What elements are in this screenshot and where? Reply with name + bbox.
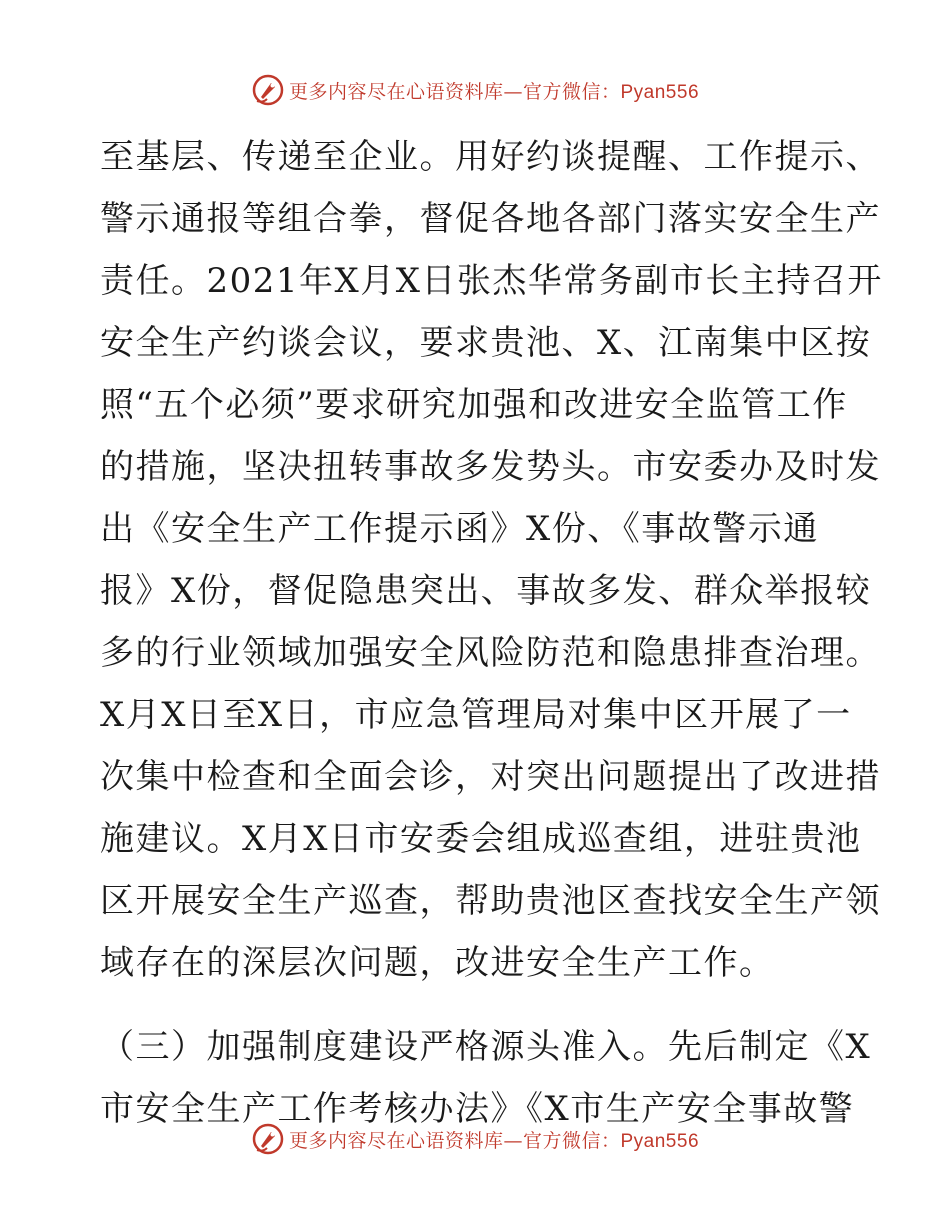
text-line: （三）加强制度建设严格源头准入。先后制定《X — [100, 1027, 872, 1067]
text-line: 照“五个必须”要求研究加强和改进安全监管工作 — [100, 385, 848, 425]
paragraph-spacer — [100, 994, 860, 1016]
text-line: 市安全生产工作考核办法》《X市生产安全事故警 — [100, 1089, 855, 1129]
text-line: 多的行业领域加强安全风险防范和隐患排查治理。 — [100, 633, 881, 673]
watermark-text: 更多内容尽在心语资料库—官方微信：Pyan556 — [288, 80, 700, 103]
watermark-wechat-id: Pyan556 — [620, 1130, 700, 1152]
document-body — [100, 126, 883, 1140]
pen-nib-logo-icon — [251, 73, 285, 107]
text-line: 报》X份，督促隐患突出、事故多发、群众举报较 — [100, 571, 872, 611]
text-line: 区开展安全生产巡查，帮助贵池区查找安全生产领 — [100, 881, 881, 921]
text-line: 施建议。X月X日市安委会组成巡查组，进驻贵池 — [100, 819, 862, 859]
pen-nib-logo-icon — [251, 1122, 285, 1156]
text-line: 出《安全生产工作提示函》X份、《事故警示通 — [100, 509, 819, 549]
text-line: 次集中检查和全面会诊，对突出问题提出了改进措 — [100, 757, 881, 797]
text-line: 安全生产约谈会议，要求贵池、X、江南集中区按 — [100, 323, 872, 363]
text-line: 警示通报等组合拳，督促各地各部门落实安全生产 — [100, 199, 881, 239]
text-line: 责任。2021年X月X日张杰华常务副市长主持召开 — [100, 261, 883, 301]
header-watermark — [0, 70, 950, 110]
paragraph-1 — [100, 126, 883, 994]
text-line: 域存在的深层次问题，改进安全生产工作。 — [100, 943, 775, 983]
text-line: X月X日至X日，市应急管理局对集中区开展了一 — [100, 695, 852, 735]
watermark-wechat-id: Pyan556 — [620, 81, 700, 103]
footer-watermark — [0, 1119, 950, 1159]
text-line: 的措施，坚决扭转事故多发势头。市安委办及时发 — [100, 447, 881, 487]
text-line: 至基层、传递至企业。用好约谈提醒、工作提示、 — [100, 137, 881, 177]
watermark-text: 更多内容尽在心语资料库—官方微信：Pyan556 — [288, 1129, 700, 1152]
